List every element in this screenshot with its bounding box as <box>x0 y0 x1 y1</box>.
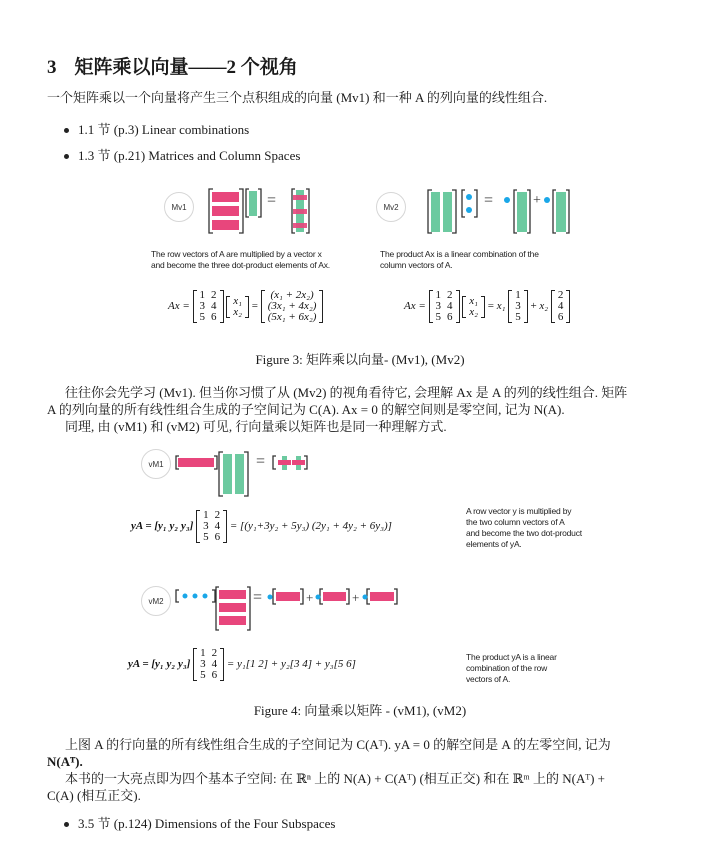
bullet-item <box>64 813 335 832</box>
row-vector-icon <box>178 458 214 467</box>
paragraph-line: A 的列向量的所有线性组合生成的子空间记为 C(A). Ax = 0 的解空间则是零空间, 记为 N(A). <box>47 402 565 417</box>
column-vector-icon <box>517 192 527 232</box>
vector-x: x₁ x₂ <box>462 296 485 318</box>
coefficient: x₂ <box>539 300 549 313</box>
paragraph-line: C(A) (相互正交). <box>47 788 141 803</box>
row-vector-icon <box>370 592 394 601</box>
section-number: 3 <box>47 57 57 78</box>
column-2: 2 4 6 <box>551 290 571 323</box>
vm1-equation <box>131 510 392 543</box>
paragraph-line: N(Aᵀ). <box>47 754 83 769</box>
mv2-diagram <box>420 185 580 235</box>
matrix-a: 1 2 3 4 5 6 <box>193 290 224 323</box>
row-vector-icon <box>276 592 300 601</box>
mv1-badge: Mv1 <box>164 192 194 222</box>
note-line: and become the three dot-product elements of Ax. <box>151 260 330 270</box>
column-1: 1 3 5 <box>508 290 528 323</box>
mv1-note <box>151 249 330 271</box>
paragraph-line: 上图 A 的行向量的所有线性组合生成的子空间记为 C(Aᵀ). yA = 0 的解空间是 A 的左零空间, 记为 <box>65 737 611 752</box>
coefficient-dot-icon <box>504 197 510 203</box>
equals-icon: = <box>267 192 277 209</box>
vm1-diagram <box>172 448 322 498</box>
equation-rhs: = [(y₁+3y₂ + 5y₃) (2y₁ + 4y₂ + 6y₃)] <box>229 520 392 533</box>
matrix-a: 1 2 3 4 5 6 <box>429 290 460 323</box>
equals-icon: = <box>484 192 494 209</box>
mv2-equation: Ax = 1 2 3 4 5 6 x₁ x₂ = x₁ 1 3 5 + x₂ 2 4 6 <box>404 290 570 323</box>
note-line: The row vectors of A are multiplied by a vector x <box>151 249 322 259</box>
coefficient-dot-icon <box>268 595 273 600</box>
coefficient-dots-icon <box>183 594 208 599</box>
column-vectors-icon <box>431 192 452 232</box>
matrix-a: 1 2 3 4 5 6 <box>193 648 224 681</box>
column-vector-icon <box>556 192 566 232</box>
vector-x: x₁ x₂ <box>226 296 249 318</box>
note-line: combination of the row <box>466 663 548 673</box>
note-line: A row vector y is multiplied by <box>466 506 572 516</box>
paragraph-line: 往往你会先学习 (Mv1). 但当你习惯了从 (Mv2) 的视角看待它, 会理解 Ax 是 A 的列的线性组合. 矩阵 <box>65 385 628 400</box>
vm2-note <box>466 652 557 685</box>
bullet-link[interactable]: 3.5 节 (p.124) Dimensions of the Four Subspaces <box>78 816 336 831</box>
result-vector: (x₁ + 2x₂) (3x₁ + 4x₂) (5x₁ + 6x₂) <box>261 290 324 323</box>
mv2-badge: Mv2 <box>376 192 406 222</box>
bullet-icon <box>64 822 69 827</box>
figure3-caption: Figure 3: 矩阵乘以向量- (Mv1), (Mv2) <box>255 352 465 367</box>
bullet-item <box>64 145 300 164</box>
equation-rhs: = y₁[1 2] + y₂[3 4] + y₃[5 6] <box>226 658 356 671</box>
bullet-link[interactable]: 1.3 节 (p.21) Matrices and Column Spaces <box>78 148 301 163</box>
vm1-note <box>466 506 582 550</box>
equation-lhs: Ax = <box>404 300 426 313</box>
equation-lhs: Ax = <box>168 300 190 313</box>
mv1-equation: Ax = 1 2 3 4 5 6 x₁ x₂ = (x₁ + 2x₂) (3x₁ + 4x₂) (5x₁ + 6x₂) <box>168 290 323 323</box>
note-line: vectors of A. <box>466 674 511 684</box>
intro-paragraph: 一个矩阵乘以一个向量将产生三个点积组成的向量 (Mv1) 和一种 A 的列向量的线性组合. <box>47 90 548 105</box>
coefficient-dot-icon <box>316 595 321 600</box>
coefficient-dots-icon <box>466 194 472 213</box>
vm2-equation <box>128 648 356 681</box>
equals-icon: = <box>256 453 266 470</box>
paragraph-line: 本书的一大亮点即为四个基本子空间: 在 ℝⁿ 上的 N(A) + C(Aᵀ) (相互正交) 和在 ℝᵐ 上的 N(Aᵀ) + <box>65 771 605 786</box>
row-vectors-icon <box>219 590 246 625</box>
section-title <box>47 52 298 79</box>
plus-icon: + <box>306 590 314 605</box>
plus-icon: + <box>533 193 541 208</box>
matrix-a: 1 2 3 4 5 6 <box>196 510 227 543</box>
coefficient-dot-icon <box>544 197 550 203</box>
dot-product-result-icon <box>293 190 307 232</box>
note-line: The product Ax is a linear combination of the <box>380 249 539 259</box>
vm2-badge: vM2 <box>141 586 171 616</box>
column-vectors-icon <box>223 454 244 494</box>
column-vector-icon <box>249 191 257 216</box>
vm2-diagram <box>172 584 412 632</box>
plus-icon: + <box>352 590 360 605</box>
section-title-text: 矩阵乘以向量——2 个视角 <box>74 57 298 78</box>
row-vector-icon <box>323 592 346 601</box>
equation-lhs: yA = [y₁ y₂ y₃] <box>131 520 194 533</box>
dot-product-result-icon <box>278 456 305 470</box>
note-line: and become the two dot-product <box>466 528 582 538</box>
coefficient-dot-icon <box>363 595 368 600</box>
note-line: The product yA is a linear <box>466 652 557 662</box>
row-vectors-icon <box>212 192 239 230</box>
equals-icon: = <box>253 589 263 606</box>
note-line: elements of yA. <box>466 539 522 549</box>
figure4-caption: Figure 4: 向量乘以矩阵 - (vM1), (vM2) <box>253 703 467 718</box>
vm1-badge: vM1 <box>141 449 171 479</box>
bullet-link[interactable]: 1.1 节 (p.3) Linear combinations <box>78 122 250 137</box>
note-line: column vectors of A. <box>380 260 453 270</box>
note-line: the two column vectors of A <box>466 517 565 527</box>
equation-lhs: yA = [y₁ y₂ y₃] <box>128 658 191 671</box>
bullet-icon <box>64 128 69 133</box>
bullet-item <box>64 119 249 138</box>
bullet-icon <box>64 154 69 159</box>
paragraph-line: 同理, 由 (vM1) 和 (vM2) 可见, 行向量乘以矩阵也是同一种理解方式. <box>65 419 447 434</box>
coefficient: x₁ <box>496 300 506 313</box>
mv2-note <box>380 249 539 271</box>
mv1-diagram <box>205 185 325 235</box>
